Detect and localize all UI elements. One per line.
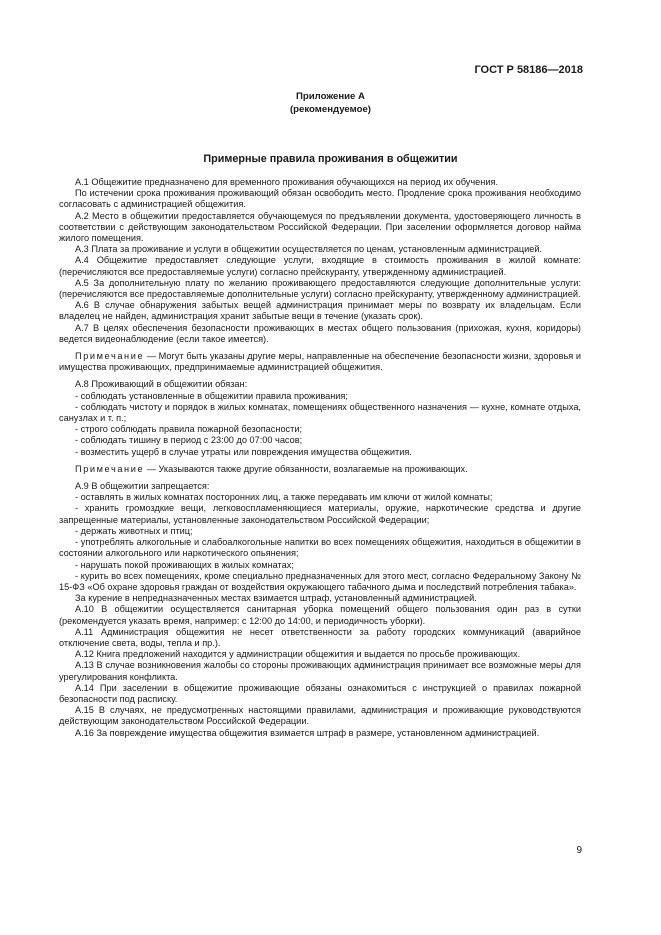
list-item: - соблюдать установленные в общежитии правила проживания; [75,390,348,401]
paragraph-a12: А.12 Книга предложений находится у администрации общежития и выдается по просьбе проживающих. [75,649,521,660]
list-item: - оставлять в жилых комнатах посторонних лиц, а также передавать им ключи от жилой комнаты; [75,492,493,503]
paragraph-a1: А.1 Общежитие предназначено для временного проживания обучающихся на период их обучения. [75,177,498,187]
paragraph-a13: А.13 В случае возникновения жалобы со стороны проживающих администрация принимает все возможные меры для урегулирования конфликта. [59,660,581,682]
list-item: - употреблять алкогольные и слабоалкогольные напитки во всех помещениях общежития, находиться в общежитии в состоянии алкогольного или наркотического опьянения; [59,537,581,559]
paragraph-a16: А.16 За повреждение имущества общежития взимается штраф в размере, установленном администрацией. [75,727,540,738]
paragraph-a9: А.9 В общежитии запрещается: [75,481,210,492]
paragraph-a14: А.14 При заселении в общежитие проживающие обязаны ознакомиться с инструкцией о правилах пожарной безопасности под расписку. [59,682,581,704]
list-item: - хранить громоздкие вещи, легковоспламеняющиеся материалы, оружие, наркотические средства и другие запрещенные материалы, установленные законодательством Российской Федерации; [59,503,581,525]
list-item: - нарушать покой проживающих в жилых комнатах; [75,559,294,570]
paragraph-a5: А.5 За дополнительную плату по желанию проживающего предоставляются следующие дополнительные услуги: (перечисляются все предоставляемые дополнительные услуги) согласно прейскуранту, утвержденному администрацией. [59,277,581,300]
appendix-heading [0,91,661,116]
note-text: — Указываются также другие обязанности, возлагаемые на проживающих. [144,463,468,474]
list-item: - строго соблюдать правила пожарной безопасности; [75,424,303,435]
list-item: - соблюдать чистоту и порядок в жилых комнатах, помещениях общественного назначения — кухне, комнате отдыха, санузлах и т. п.; [59,401,581,424]
paragraph-a7: А.7 В целях обеспечения безопасности проживающих в местах общего пользования (прихожая, кухня, коридоры) ведется видеонаблюдение (если такое имеется). [59,322,581,344]
note-text: — Могут быть указаны другие меры, направленные на обеспечение безопасности жизни, здоровья и имущества проживающих, предпринимаемые администрацией общежития. [59,351,581,373]
paragraph-a4: А.4 Общежитие предоставляет следующие услуги, входящие в стоимость проживания в жилой комнате: (перечисляются все предоставляемые услуги) согласно прейскуранту, утвержденному администрацией. [59,255,581,277]
paragraph-a1-cont: По истечении срока проживания проживающий обязан освободить место. Продление срока проживания необходимо согласовать с администрацией общежития. [59,188,581,210]
list-item: - соблюдать тишину в период с 23:00 до 07:00 часов; [75,435,303,446]
note-1 [59,351,581,373]
note-label: Примечание [75,351,145,362]
document-code: ГОСТ Р 58186—2018 [474,64,583,76]
paragraph-a11: А.11 Администрация общежития не несет ответственности за работу городских коммуникаций (аварийное отключение света, воды, тепла и пр.). [59,626,581,648]
section-title: Примерные правила проживания в общежитии [203,153,458,165]
paragraph-smoking-fine: За курение в непредназначенных местах взимается штраф, установленный администрацией. [75,593,477,604]
list-item: - возместить ущерб в случае утраты или повреждения имущества общежития. [75,446,412,457]
appendix-status: (рекомендуемое) [289,103,371,115]
list-item: - курить во всех помещениях, кроме специально предназначенных для этого мест, согласно Федеральному Закону № 15-ФЗ «Об охране здоровья граждан от воздействия окружающего табачного дыма и последствий потребления табака». [59,570,581,592]
document-body [59,177,581,739]
appendix-label: Приложение А [296,91,365,102]
paragraph-a8: А.8 Проживающий в общежитии обязан: [75,379,248,390]
paragraph-a6: А.6 В случае обнаружения забытых вещей администрация принимает меры по возврату их владельцам. Если владелец не найден, администрация хранит забытые вещи в течение (указать срок). [59,300,581,322]
note-label: Примечание [75,463,145,474]
paragraph-a10: А.10 В общежитии осуществляется санитарная уборка помещений общего пользования один раз в сутки (рекомендуется указать время, например: с 12:00 до 14:00, и периодичность уборки). [59,604,581,626]
page-number: 9 [576,845,582,856]
paragraph-a3: А.3 Плата за проживание и услуги в общежитии осуществляется по ценам, установленным администрацией. [75,244,543,255]
list-item: - держать животных и птиц; [75,525,193,536]
note-2 [59,464,581,475]
paragraph-a2: А.2 Место в общежитии предоставляется обучающемуся по предъявлении документа, удостоверяющего личность в соответствии с действующим законодательством Российской Федерации. При заселении оформляется договор найма жилого помещения. [59,210,581,244]
paragraph-a15: А.15 В случаях, не предусмотренных настоящими правилами, администрация и проживающие руководствуются действующим законодательством Российской Федерации. [59,705,581,727]
